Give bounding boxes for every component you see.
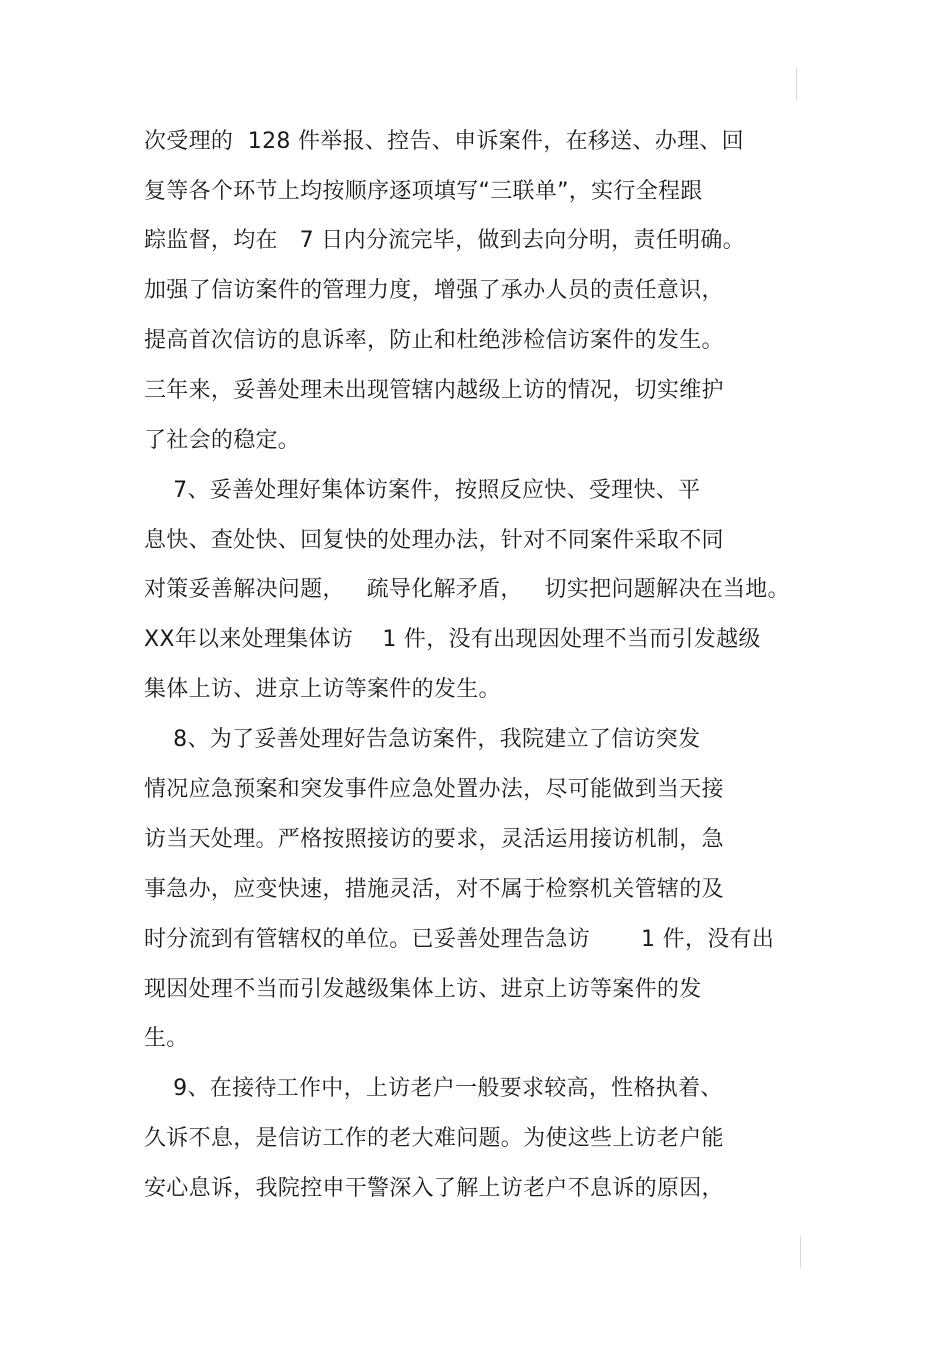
text-line: 事急办，应变快速，措施灵活，对不属于检察机关管辖的及 bbox=[144, 877, 724, 902]
text-line: 复等各个环节上均按顺序逐项填写“三联单”，实行全程跟 bbox=[144, 179, 703, 204]
text-line: 集体上访、进京上访等案件的发生。 bbox=[144, 677, 501, 702]
paragraph-start-line: 8、为了妥善处理好告急访案件，我院建立了信访突发 bbox=[144, 727, 701, 752]
text-line: 生。 bbox=[144, 1026, 189, 1051]
text-line: 息快、查处快、回复快的处理办法，针对不同案件采取不同 bbox=[144, 528, 724, 553]
text-line: 现因处理不当而引发越级集体上访、进京上访等案件的发 bbox=[144, 977, 702, 1002]
text-line: 安心息诉，我院控申干警深入了解上访老户不息诉的原因， bbox=[144, 1176, 724, 1201]
text-line: 时分流到有管辖权的单位。已妥善处理告急访 1 件，没有出 bbox=[144, 927, 775, 952]
text-line: 了社会的稳定。 bbox=[144, 428, 301, 453]
text-line: 次受理的 128 件举报、控告、申诉案件，在移送、办理、回 bbox=[144, 129, 744, 154]
paragraph-start-line: 9、在接待工作中，上访老户一般要求较高，性格执着、 bbox=[144, 1076, 723, 1101]
text-line: 情况应急预案和突发事件应急处置办法，尽可能做到当天接 bbox=[144, 777, 724, 802]
text-line: 踪监督，均在 7 日内分流完毕，做到去向分明，责任明确。 bbox=[144, 228, 745, 253]
page-edge-mark-top bbox=[796, 68, 797, 100]
text-line: 对策妥善解决问题， 疏导化解矛盾， 切实把问题解决在当地。 bbox=[144, 577, 790, 602]
page-edge-mark-bottom bbox=[800, 1236, 801, 1268]
text-line: 提高首次信访的息诉率，防止和杜绝涉检信访案件的发生。 bbox=[144, 328, 724, 353]
text-line: XX年以来处理集体访 1 件，没有出现因处理不当而引发越级 bbox=[144, 627, 761, 652]
text-line: 久诉不息，是信访工作的老大难问题。为使这些上访老户能 bbox=[144, 1126, 724, 1151]
text-line: 三年来，妥善处理未出现管辖内越级上访的情况，切实维护 bbox=[144, 378, 724, 403]
text-line: 访当天处理。严格按照接访的要求，灵活运用接访机制，急 bbox=[144, 827, 724, 852]
text-line: 加强了信访案件的管理力度，增强了承办人员的责任意识， bbox=[144, 278, 724, 303]
paragraph-start-line: 7、妥善处理好集体访案件，按照反应快、受理快、平 bbox=[144, 478, 701, 503]
